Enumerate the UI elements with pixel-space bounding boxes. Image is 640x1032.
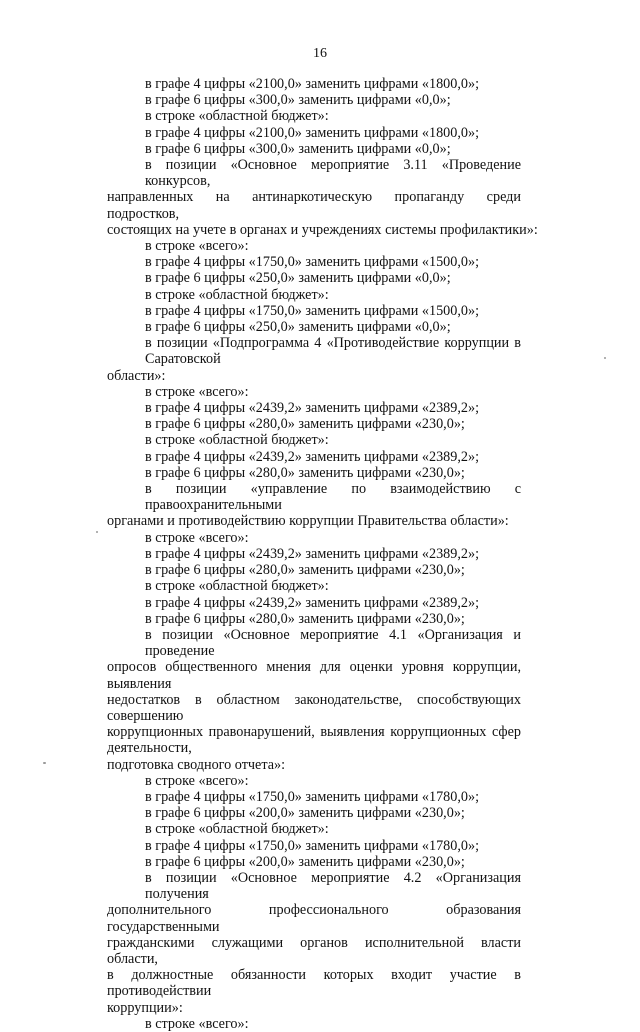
text-line: коррупции»: [107,999,183,1016]
text-line: области»: [107,367,166,384]
scan-speck [604,357,606,359]
text-line: состоящих на учете в органах и учреждениях системы профилактики»: [107,221,538,238]
text-line: в графе 6 цифры «250,0» заменить цифрами «0,0»; [145,319,451,336]
text-line: опросов общественного мнения для оценки уровня коррупции, выявления [107,659,521,692]
text-line: в графе 4 цифры «2100,0» заменить цифрами «1800,0»; [145,124,480,141]
text-line: коррупционных правонарушений, выявления коррупционных сфер деятельности, [107,724,521,757]
page-number: 16 [313,46,327,61]
text-line: органами и противодействию коррупции Правительства области»: [107,513,509,530]
document-body [107,76,538,1032]
text-line: в графе 6 цифры «280,0» заменить цифрами «230,0»; [145,416,465,433]
text-line: в строке «областной бюджет»: [145,108,329,125]
text-line: в строке «областной бюджет»: [145,821,329,838]
text-line: направленных на антинаркотическую пропаганду среди подростков, [107,189,521,222]
text-line: в позиции «Основное мероприятие 4.1 «Организация и проведение [145,626,521,660]
text-line: в строке «областной бюджет»: [145,578,329,595]
text-line: в графе 4 цифры «2439,2» заменить цифрами «2389,2»; [145,400,480,417]
text-line: в строке «всего»: [145,772,249,789]
text-line: в графе 4 цифры «1750,0» заменить цифрами «1780,0»; [145,788,480,805]
text-line: в графе 6 цифры «280,0» заменить цифрами «230,0»; [145,610,465,627]
text-line: в графе 4 цифры «1750,0» заменить цифрами «1500,0»; [145,254,480,271]
text-line: в графе 6 цифры «200,0» заменить цифрами «230,0»; [145,853,465,870]
text-line: в графе 4 цифры «1750,0» заменить цифрами «1500,0»; [145,302,480,319]
text-line: в графе 4 цифры «2100,0» заменить цифрами «1800,0»; [145,76,480,92]
text-line: в графе 4 цифры «2439,2» заменить цифрами «2389,2»; [145,594,480,611]
text-line: в строке «областной бюджет»: [145,432,329,449]
text-line: в графе 6 цифры «250,0» заменить цифрами «0,0»; [145,270,451,287]
text-line: в графе 6 цифры «280,0» заменить цифрами «230,0»; [145,562,465,579]
text-line: дополнительного профессионального образования государственными [107,902,521,935]
text-line: в строке «всего»: [145,529,249,546]
text-line: гражданскими служащими органов исполнительной власти области, [107,934,521,967]
text-line: в строке «областной бюджет»: [145,286,329,303]
text-line: в должностные обязанности которых входит участие в противодействии [107,967,521,1000]
text-line: в позиции «Основное мероприятие 3.11 «Проведение конкурсов, [145,157,521,190]
scan-speck [43,762,46,764]
text-line: в графе 6 цифры «200,0» заменить цифрами «230,0»; [145,805,465,822]
text-line: в позиции «управление по взаимодействию с правоохранительными [145,481,521,514]
text-line: в строке «всего»: [145,238,249,255]
scan-speck [96,531,98,533]
text-line: в графе 6 цифры «300,0» заменить цифрами «0,0»; [145,140,451,157]
text-line: в строке «всего»: [145,383,249,400]
text-line: в графе 4 цифры «1750,0» заменить цифрами «1780,0»; [145,837,480,854]
text-line: в графе 6 цифры «280,0» заменить цифрами «230,0»; [145,464,465,481]
text-line: в позиции «Подпрограмма 4 «Противодействие коррупции в Саратовской [145,335,521,368]
text-line: подготовка сводного отчета»: [107,756,286,773]
text-line: в графе 4 цифры «2439,2» заменить цифрами «2389,2»; [145,545,480,562]
text-line: в строке «всего»: [145,1015,249,1032]
text-line: в позиции «Основное мероприятие 4.2 «Организация получения [145,869,521,903]
text-line: недостатков в областном законодательстве, способствующих совершению [107,691,521,724]
text-line: в графе 4 цифры «2439,2» заменить цифрами «2389,2»; [145,448,480,465]
text-line: в графе 6 цифры «300,0» заменить цифрами «0,0»; [145,92,451,109]
